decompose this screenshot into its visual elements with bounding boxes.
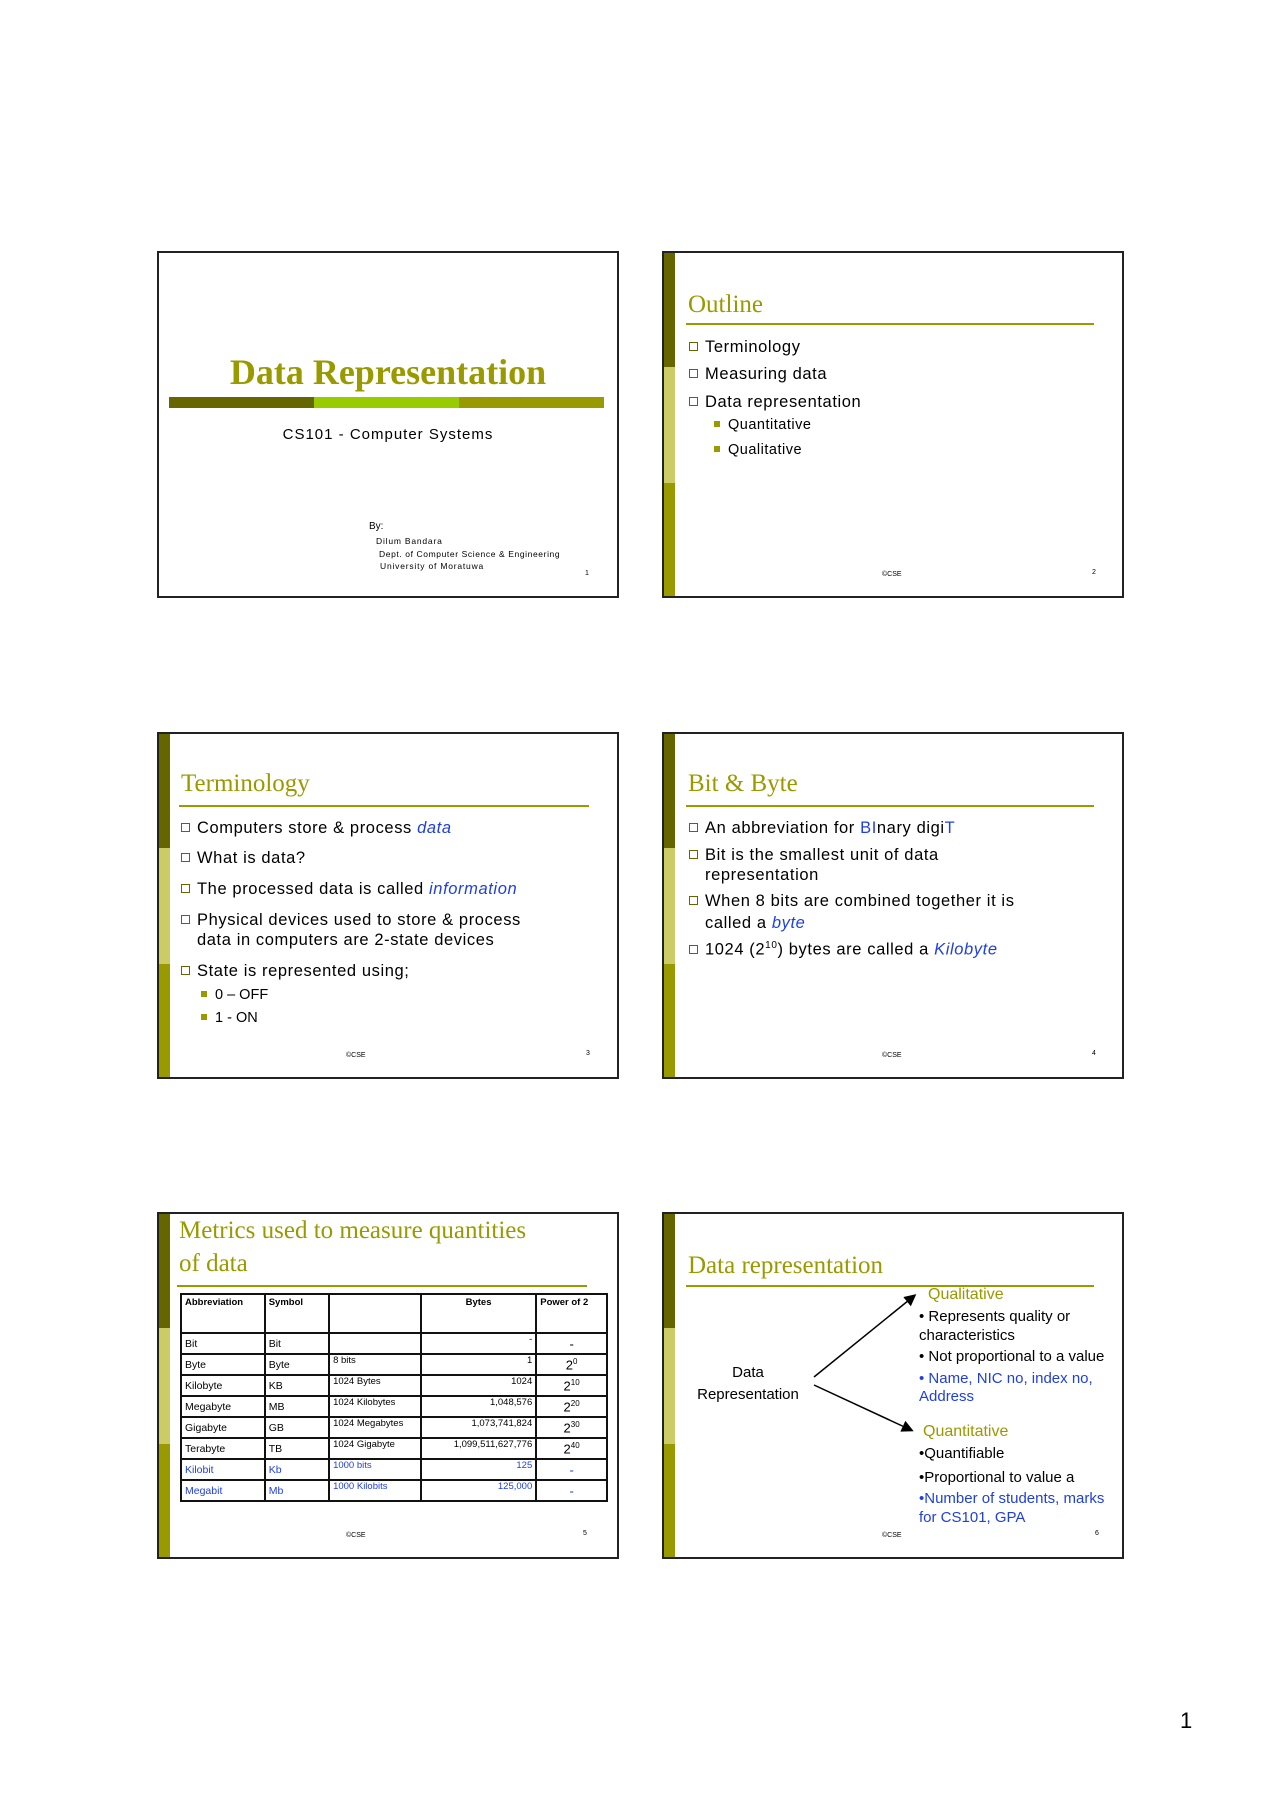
table-cell: 125,000	[421, 1480, 536, 1501]
qual-point: • Not proportional to a value	[919, 1348, 1105, 1365]
table-cell: MB	[265, 1396, 329, 1417]
quant-example-cont: for CS101, GPA	[919, 1509, 1026, 1526]
title-bar-dark	[169, 397, 314, 408]
table-header: Bytes	[421, 1294, 536, 1333]
page-number: 1	[1180, 1708, 1193, 1733]
slide-number: 1	[585, 570, 589, 577]
qualitative-heading: Qualitative	[928, 1286, 1004, 1303]
table-cell: 1,073,741,824	[421, 1417, 536, 1438]
table-cell: 1024 Kilobytes	[329, 1396, 421, 1417]
slide-3	[157, 732, 619, 1079]
table-header: Power of 2	[536, 1294, 607, 1333]
table-header: Symbol	[265, 1294, 329, 1333]
filled-bullet-icon	[714, 421, 720, 427]
author-dept: Dept. of Computer Science & Engineering	[379, 549, 561, 559]
table-cell: 8 bits	[329, 1354, 421, 1375]
accent-bar	[664, 734, 675, 1077]
slide-number: 5	[583, 1530, 587, 1537]
table-row	[181, 1354, 607, 1375]
title-bar-bright	[314, 397, 459, 408]
square-bullet-icon	[689, 896, 698, 905]
qual-example: • Name, NIC no, index no,	[919, 1370, 1093, 1387]
slide-footer: ©CSE	[882, 1532, 902, 1539]
power-cell: -	[536, 1480, 607, 1501]
power-cell: $2^0$	[536, 1354, 607, 1375]
sub-item: 1 - ON	[201, 1010, 258, 1026]
square-bullet-icon	[181, 823, 190, 832]
quant-example: •Number of students, marks	[919, 1490, 1105, 1507]
quant-point: •Quantifiable	[919, 1445, 1005, 1462]
list-item: Data representation	[689, 393, 861, 412]
slide-footer: ©CSE	[882, 1052, 902, 1059]
table-cell: Megabit	[181, 1480, 265, 1501]
list-item: The processed data is called information	[181, 880, 517, 899]
table-cell: TB	[265, 1438, 329, 1459]
slide-title: Outline	[688, 291, 763, 318]
table-cell: -	[421, 1333, 536, 1354]
square-bullet-icon	[689, 850, 698, 859]
slide-number: 2	[1092, 569, 1096, 576]
slide-subtitle: CS101 - Computer Systems	[282, 426, 494, 443]
table-cell	[329, 1333, 421, 1354]
filled-bullet-icon	[201, 991, 207, 997]
square-bullet-icon	[181, 915, 190, 924]
slide-footer: ©CSE	[346, 1532, 366, 1539]
slide-6	[662, 1212, 1124, 1559]
list-item-continuation: called a byte	[705, 914, 806, 932]
table-cell: Bit	[265, 1333, 329, 1354]
accent-bar	[159, 734, 170, 1077]
slide-title-line1: Metrics used to measure quantities	[179, 1217, 527, 1244]
accent-bar	[664, 253, 675, 596]
square-bullet-icon	[181, 966, 190, 975]
table-header	[329, 1294, 421, 1333]
square-bullet-icon	[689, 342, 698, 351]
table-cell: 1000 Kilobits	[329, 1480, 421, 1501]
table-cell: 125	[421, 1459, 536, 1480]
table-cell: 1024 Gigabyte	[329, 1438, 421, 1459]
metrics-table	[180, 1293, 608, 1502]
square-bullet-icon	[689, 945, 698, 954]
table-cell: 1	[421, 1354, 536, 1375]
table-header: Abbreviation	[181, 1294, 265, 1333]
list-item: What is data?	[181, 849, 306, 868]
list-item: Bit is the smallest unit of data	[689, 846, 939, 865]
table-cell: GB	[265, 1417, 329, 1438]
table-row	[181, 1396, 607, 1417]
title-rule	[686, 323, 1094, 325]
list-item: Measuring data	[689, 365, 827, 384]
qual-example-cont: Address	[919, 1388, 975, 1405]
sub-item: Quantitative	[714, 417, 811, 433]
table-cell: Kb	[265, 1459, 329, 1480]
filled-bullet-icon	[714, 446, 720, 452]
arrow-down-icon	[814, 1385, 911, 1430]
list-item: Physical devices used to store & process	[181, 911, 521, 930]
slide-number: 6	[1095, 1530, 1099, 1537]
slide-number: 4	[1092, 1050, 1096, 1057]
slide-number: 3	[586, 1050, 590, 1057]
power-cell: $2^{20}$	[536, 1396, 607, 1417]
table-cell: Kilobyte	[181, 1375, 265, 1396]
slide-1	[157, 251, 619, 598]
qual-point: • Represents quality or	[919, 1308, 1071, 1325]
filled-bullet-icon	[201, 1014, 207, 1020]
table-cell: KB	[265, 1375, 329, 1396]
slide-title: Terminology	[181, 770, 310, 797]
list-item: Terminology	[689, 338, 801, 357]
title-bar-olive	[459, 397, 604, 408]
table-cell: 1024 Megabytes	[329, 1417, 421, 1438]
square-bullet-icon	[181, 853, 190, 862]
square-bullet-icon	[689, 823, 698, 832]
power-cell: $2^{30}$	[536, 1417, 607, 1438]
table-row	[181, 1438, 607, 1459]
table-row	[181, 1459, 607, 1480]
slide-footer: ©CSE	[882, 571, 902, 578]
slide-footer: ©CSE	[346, 1052, 366, 1059]
sub-item: Qualitative	[714, 442, 802, 458]
table-cell: Gigabyte	[181, 1417, 265, 1438]
list-item: When 8 bits are combined together it is	[689, 892, 1015, 911]
slide-5	[157, 1212, 619, 1559]
slide-2	[662, 251, 1124, 598]
power-cell: -	[536, 1459, 607, 1480]
square-bullet-icon	[181, 884, 190, 893]
list-item-continuation: representation	[705, 866, 819, 884]
list-item: Computers store & process data	[181, 819, 452, 838]
slide-title: Data Representation	[229, 352, 547, 392]
power-cell: $2^{10}$	[536, 1375, 607, 1396]
arrow-up-icon	[814, 1296, 914, 1377]
table-cell: Byte	[181, 1354, 265, 1375]
slide-4	[662, 732, 1124, 1079]
table-row	[181, 1375, 607, 1396]
table-cell: 1,048,576	[421, 1396, 536, 1417]
author-name: Dilum Bandara	[376, 536, 443, 546]
table-row	[181, 1333, 607, 1354]
slide-title: Bit & Byte	[688, 770, 798, 797]
table-cell: Bit	[181, 1333, 265, 1354]
table-cell: 1024	[421, 1375, 536, 1396]
list-item: An abbreviation for BInary digiT	[689, 819, 955, 838]
power-cell: -	[536, 1333, 607, 1354]
quant-point: •Proportional to value a	[919, 1469, 1075, 1486]
table-cell: Megabyte	[181, 1396, 265, 1417]
table-cell: 1024 Bytes	[329, 1375, 421, 1396]
table-cell: 1,099,511,627,776	[421, 1438, 536, 1459]
table-cell: Terabyte	[181, 1438, 265, 1459]
table-cell: Mb	[265, 1480, 329, 1501]
table-cell: Byte	[265, 1354, 329, 1375]
table-cell: Kilobit	[181, 1459, 265, 1480]
title-rule	[177, 1285, 587, 1287]
table-row	[181, 1480, 607, 1501]
slide-title-line2: of data	[179, 1250, 248, 1277]
by-label: By:	[369, 521, 384, 532]
sub-item: 0 – OFF	[201, 987, 268, 1003]
list-item-continuation: data in computers are 2-state devices	[197, 931, 495, 949]
title-rule	[179, 805, 589, 807]
square-bullet-icon	[689, 397, 698, 406]
author-university: University of Moratuwa	[380, 561, 485, 571]
list-item: State is represented using;	[181, 962, 409, 981]
list-item: 1024 $(2^{10})$ bytes are called a Kilobyte	[689, 940, 998, 960]
quantitative-heading: Quantitative	[923, 1423, 1009, 1440]
slide-title: Data representation	[688, 1252, 884, 1279]
accent-bar	[159, 1214, 170, 1557]
table-row	[181, 1417, 607, 1438]
qual-point-cont: characteristics	[919, 1327, 1015, 1344]
title-rule	[686, 805, 1094, 807]
center-label: Data Representation	[697, 1364, 799, 1403]
table-cell: 1000 bits	[329, 1459, 421, 1480]
square-bullet-icon	[689, 369, 698, 378]
power-cell: $2^{40}$	[536, 1438, 607, 1459]
